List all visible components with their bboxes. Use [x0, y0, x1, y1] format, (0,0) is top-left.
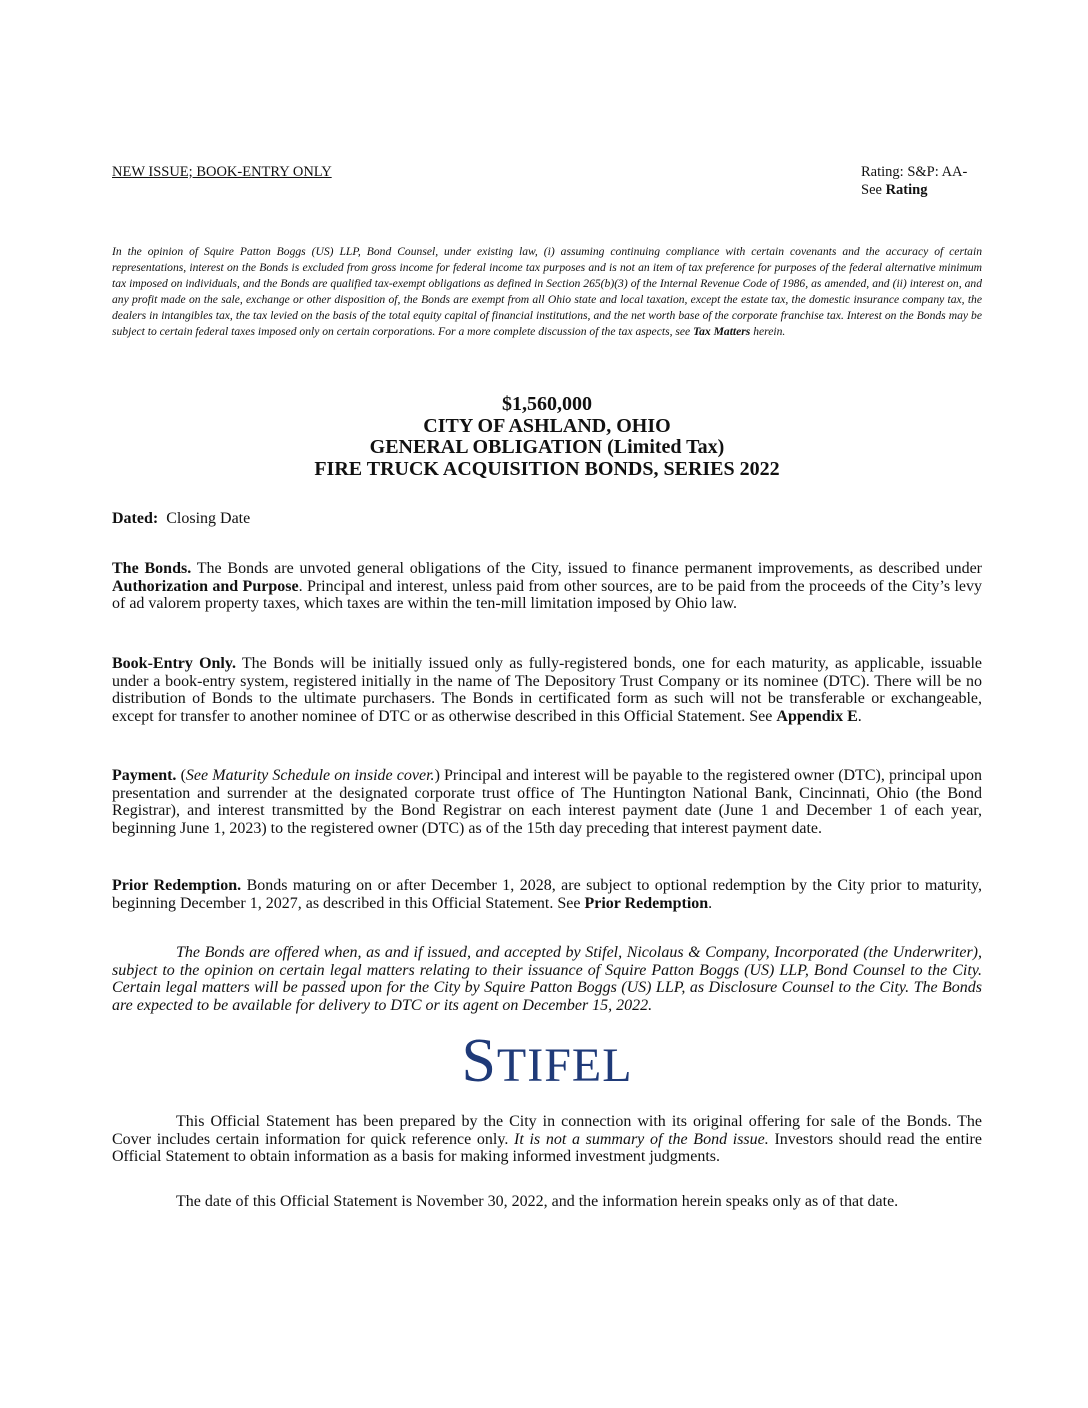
the-bonds-text: The Bonds are unvoted general obligations of the City, issued to finance permanent improvements, as described under: [191, 560, 983, 577]
rating-block: [861, 163, 991, 199]
prior-redemption-text: Bonds maturing on or after December 1, 2028, are subject to optional redemption by the City prior to maturity, beginning December 1, 2027, as described in this Official Statement. See: [112, 877, 983, 912]
official-statement-cover: [112, 0, 982, 1408]
bond-amount: $1,560,000: [502, 393, 592, 415]
logo-first-letter: S: [461, 1027, 497, 1095]
issuer-name: CITY OF ASHLAND, OHIO: [423, 414, 671, 437]
bond-series: FIRE TRUCK ACQUISITION BONDS, SERIES 2022: [314, 457, 780, 480]
obligation-type: GENERAL OBLIGATION (Limited Tax): [369, 436, 725, 458]
prior-redemption-paragraph: [112, 877, 982, 912]
rating-line: Rating: S&P: AA-: [861, 164, 968, 180]
the-bonds-paragraph: [112, 560, 982, 613]
book-entry-text-end: .: [857, 707, 862, 725]
dated-line: [112, 510, 982, 528]
maturity-schedule-note: See Maturity Schedule on inside cover.: [185, 767, 435, 784]
book-entry-heading: Book-Entry Only.: [112, 655, 236, 672]
payment-heading: Payment.: [112, 767, 177, 784]
tax-opinion-text: In the opinion of Squire Patton Boggs (US) LLP, Bond Counsel, under existing law, (i) assuming continuing compliance with certain covenants and the accuracy of certain representations, interest on the Bonds is excluded from gross income for federal income tax purposes and is not an item of tax preference for purposes of the federal alternative minimum tax imposed on individuals, and the Bonds are qualified tax-exempt obligations as defined in Section 265(b)(3) of the Internal Revenue Code of 1986, as amended, and (ii) interest on, and any profit made on the sale, exchange or other disposition of, the Bonds are exempt from all Ohio state and local taxation, except the estate tax, the domestic insurance company tax, the dealers in intangibles tax, the tax levied on the basis of the total equity capital of financial institutions, and the net worth base of the corporate franchise tax. Interest on the Bonds may be subject to certain federal taxes imposed only on certain corporations. For a more complete discussion of the tax aspects, see: [112, 245, 982, 338]
tax-opinion-suffix: herein.: [750, 325, 786, 338]
rating-see-line: [861, 181, 991, 199]
dated-value: Closing Date: [158, 510, 251, 527]
statement-note-text: This Official Statement has been prepared by the City in connection with its original offering for sale of the Bonds. The Cover includes certain information for quick reference only.: [112, 1113, 982, 1148]
offering-text: The Bonds are offered when, as and if issued, and accepted by Stifel, Nicolaus & Company, Incorporated (the Underwriter), subject to the opinion on certain legal matters relating to their issuance of Squire Patton Boggs (US) LLP, Bond Counsel to the City. Certain legal matters will be passed upon for the City by Squire Patton Boggs (US) LLP, as Disclosure Counsel to the City. The Bonds are expected to be available for delivery to DTC or its agent on December 15, 2022.: [112, 944, 982, 1014]
dated-label: Dated:: [112, 510, 159, 527]
the-bonds-heading: The Bonds.: [112, 560, 192, 577]
bond-title: [112, 394, 982, 480]
stifel-logo: [112, 1027, 982, 1097]
prior-redemption-text-end: .: [708, 894, 713, 912]
logo-rest: TIFEL: [496, 1039, 633, 1092]
book-entry-paragraph: [112, 655, 982, 725]
prior-redemption-reference: Prior Redemption: [584, 894, 709, 912]
payment-paragraph: [112, 767, 982, 837]
book-entry-text: The Bonds will be initially issued only as fully-registered bonds, one for each maturity, as applicable, issuable under a book-entry system, registered initially in the name of The Depository Trust Company or its nominee (DTC). There will be no distribution of Bonds to the ultimate purchasers. The Bonds in certificated form as such will not be transferable or exchangeable, except for transfer to another nominee of DTC or as otherwise described in this Official Statement. See: [112, 655, 982, 725]
statement-note-paragraph: [112, 1113, 982, 1166]
the-bonds-text-continued: . Principal and interest, unless paid from other sources, are to be paid from the proceeds of the City’s levy of ad valorem property taxes, which taxes are within the ten-mill limitation imposed by Ohio law.: [112, 577, 983, 612]
tax-opinion-paragraph: [112, 244, 982, 340]
tax-matters-reference: Tax Matters: [693, 325, 751, 338]
rating-reference: Rating: [885, 182, 928, 198]
payment-text: ) Principal and interest will be payable to the registered owner (DTC), principal upon presentation and surrender at the designated corporate trust office of The Huntington National Bank, Cincinnati, Ohio (the Bond Registrar), and interest transmitted by the Bond Registrar on each interest payment date (June 1 and December 1 of each year, beginning June 1, 2023) to the registered owner (DTC) as of the 15th day preceding that interest payment date.: [112, 767, 983, 837]
payment-open-paren: (: [176, 767, 186, 784]
issue-type-label: NEW ISSUE; BOOK-ENTRY ONLY: [112, 164, 332, 180]
prior-redemption-heading: Prior Redemption.: [112, 877, 242, 894]
authorization-purpose-reference: Authorization and Purpose: [112, 577, 299, 595]
appendix-e-reference: Appendix E: [776, 707, 858, 725]
rating-see-prefix: See: [861, 182, 886, 198]
date-note-paragraph: [112, 1193, 982, 1211]
offering-paragraph: [112, 944, 982, 1014]
not-a-summary-note: It is not a summary of the Bond issue.: [514, 1130, 769, 1148]
date-note-text: The date of this Official Statement is November 30, 2022, and the information herein speaks only as of that date.: [176, 1193, 899, 1210]
statement-note-text-end: Investors should read the entire Official Statement to obtain information as a basis for making informed investment judgments.: [112, 1130, 982, 1165]
